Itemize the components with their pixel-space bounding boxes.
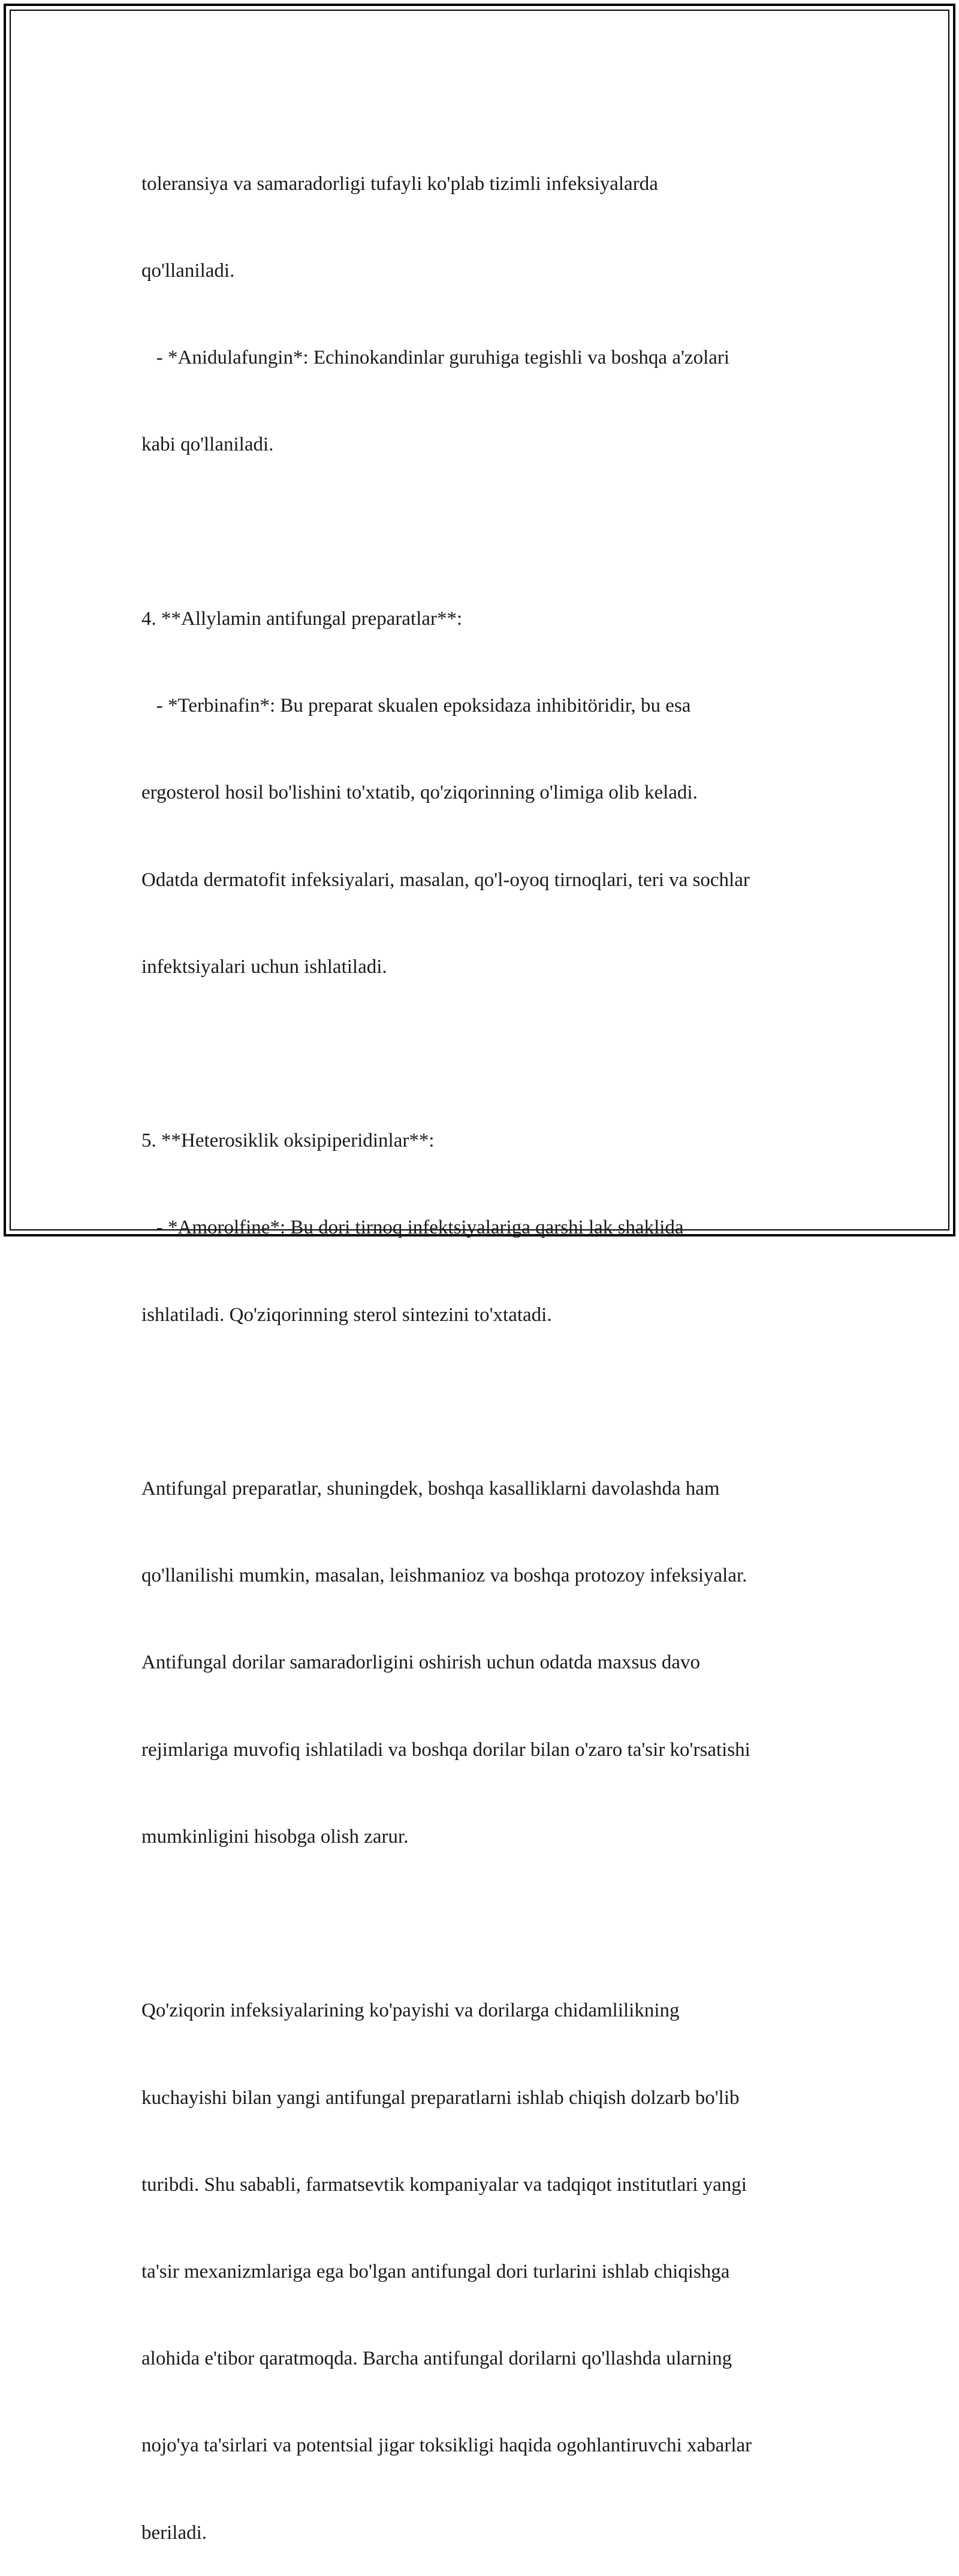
- text-line: ishlatiladi. Qo'ziqorinning sterol sintezini to'xtatadi.: [141, 1304, 552, 1326]
- document-body: [141, 111, 831, 2576]
- text-line: Antifungal dorilar samaradorligini oshirish uchun odatda maxsus davo: [141, 1652, 701, 1674]
- blank-line: [141, 1387, 831, 1416]
- text-line: turibdi. Shu sababli, farmatsevtik kompaniyalar va tadqiqot institutlari yangi: [141, 2173, 747, 2196]
- blank-line: [141, 518, 831, 546]
- text-line: ta'sir mexanizmlariga ega bo'lgan antifungal dori turlarini ishlab chiqishga: [141, 2261, 730, 2282]
- section-heading: 4. **Allylamin antifungal preparatlar**:: [141, 607, 463, 630]
- text-line: qo'llanilishi mumkin, masalan, leishmanioz va boshqa protozoy infeksiyalar.: [141, 1565, 747, 1587]
- text-line: mumkinligini hisobga olish zarur.: [141, 1825, 409, 1848]
- text-line: alohida e'tibor qaratmoqda. Barcha antifungal dorilarni qo'llashda ularning: [141, 2348, 732, 2370]
- text-line: Odatda dermatofit infeksiyalari, masalan, qo'l-oyoq tirnoqlari, teri va sochlar: [141, 869, 750, 891]
- text-line: rejimlariga muvofiq ishlatiladi va boshqa dorilar bilan o'zaro ta'sir ko'rsatishi: [141, 1739, 750, 1761]
- text-line: infektsiyalari uchun ishlatiladi.: [141, 956, 387, 978]
- text-line: - *Anidulafungin*: Echinokandinlar guruhiga tegishli va boshqa a'zolari: [141, 347, 730, 369]
- text-line: qo'llaniladi.: [141, 260, 235, 282]
- text-line: kabi qo'llaniladi.: [141, 434, 274, 456]
- text-line: Antifungal preparatlar, shuningdek, boshqa kasalliklarni davolashda ham: [141, 1478, 720, 1500]
- text-line: kuchayishi bilan yangi antifungal preparatlarni ishlab chiqish dolzarb bo'lib: [141, 2087, 740, 2109]
- text-line: - *Amorolfine*: Bu dori tirnoq infektsiyalariga qarshi lak shaklida: [141, 1217, 684, 1239]
- text-line: - *Terbinafin*: Bu preparat skualen epoksidaza inhibitöridir, bu esa: [141, 695, 691, 717]
- blank-line: [141, 1909, 831, 1938]
- section-heading: 5. **Heterosiklik oksipiperidinlar**:: [141, 1130, 435, 1152]
- blank-line: [141, 1039, 831, 1068]
- text-line: nojo'ya ta'sirlari va potentsial jigar toksikligi haqida ogohlantiruvchi xabarlar: [141, 2435, 752, 2457]
- text-line: ergosterol hosil bo'lishini to'xtatib, qo'ziqorinning o'limiga olib keladi.: [141, 782, 698, 804]
- text-line: beriladi.: [141, 2521, 207, 2544]
- text-line: toleransiya va samaradorligi tufayli ko'plab tizimli infeksiyalarda: [141, 173, 658, 195]
- text-line: Qo'ziqorin infeksiyalarining ko'payishi va dorilarga chidamlilikning: [141, 2000, 680, 2022]
